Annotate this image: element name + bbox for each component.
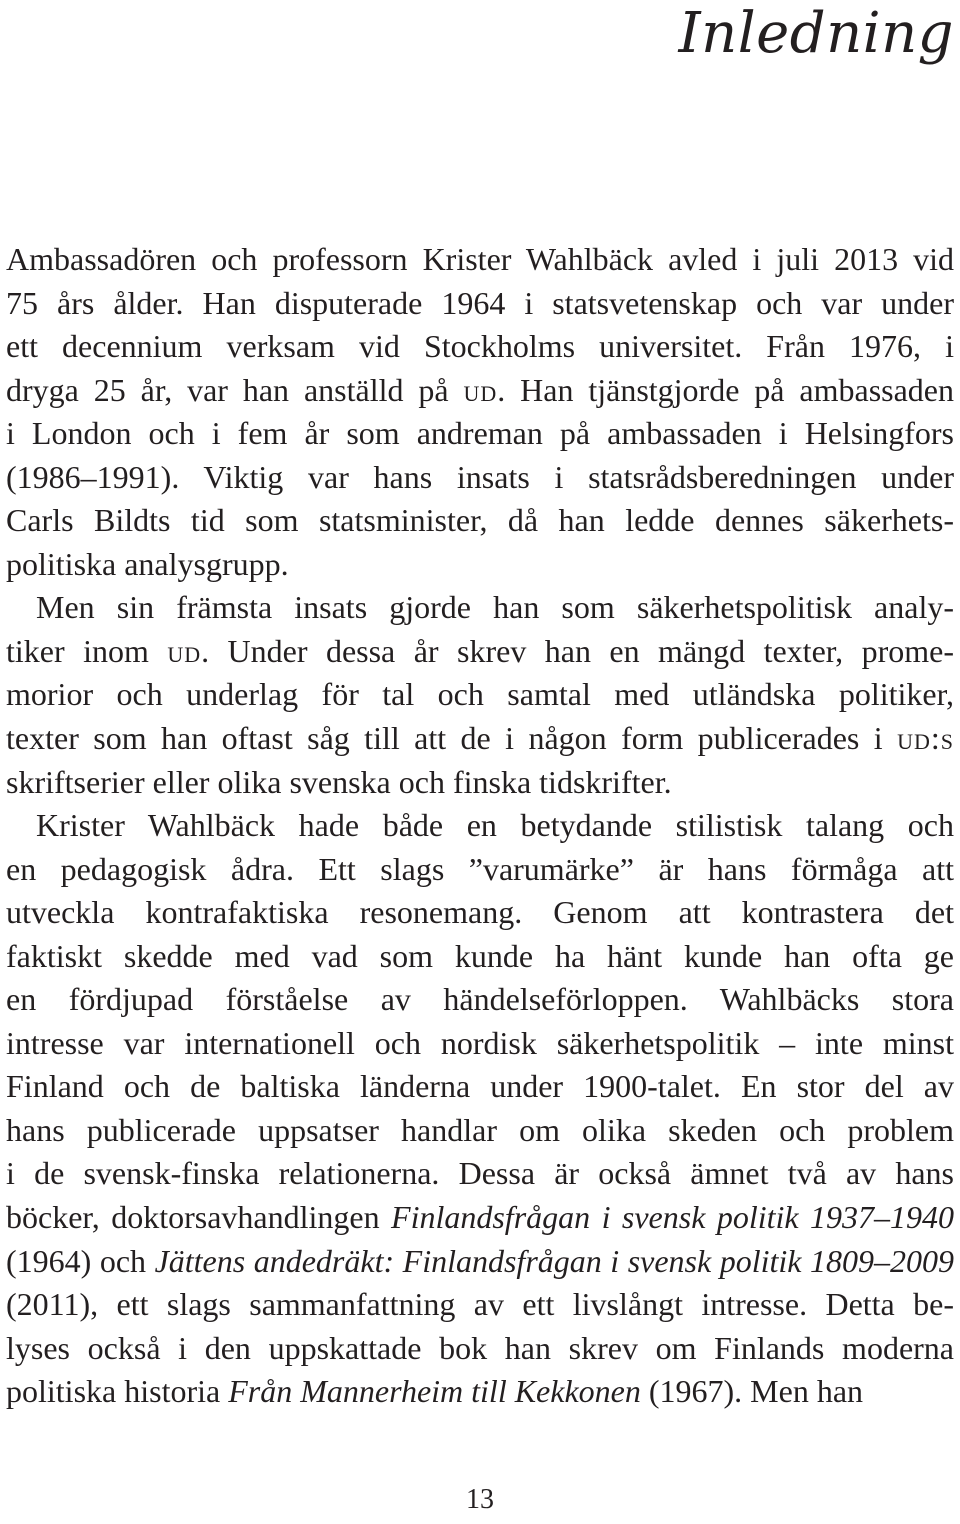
text-line: ett decennium verksam vid Stockholms universitet. Från 1976, i (6, 328, 954, 365)
text-line: en fördjupad förståelse av händelseförloppen. Wahlbäcks stora (6, 981, 954, 1018)
text-line: Finland och de baltiska länderna under 1900-talet. En stor del av (6, 1068, 954, 1105)
text-line: Men sin främsta insats gjorde han som säkerhetspolitisk analy- (36, 589, 954, 626)
text-line: hans publicerade uppsatser handlar om olika skeden och problem (6, 1111, 954, 1148)
text-line: morior och underlag för tal och samtal med utländska politiker, (6, 676, 954, 713)
text-line: politiska analysgrupp. (6, 545, 289, 582)
text-line: (1964) och Jättens andedräkt: Finlandsfrågan i svensk politik 1809–2009 (6, 1242, 955, 1279)
text-line: tiker inom ud. Under dessa år skrev han en mängd texter, prome- (6, 632, 955, 669)
text-line: böcker, doktorsavhandlingen Finlandsfrågan i svensk politik 1937–1940 (6, 1199, 954, 1236)
text-line: utveckla kontrafaktiska resonemang. Genom att kontrastera det (6, 894, 954, 931)
text-line: Carls Bildts tid som statsminister, då han ledde dennes säkerhets- (6, 502, 954, 539)
text-line: dryga 25 år, var han anställd på ud. Han tjänstgjorde på ambassaden (6, 371, 955, 408)
book-title: Finlandsfrågan i svensk politik 1937–1940 (391, 1199, 954, 1236)
abbreviation: ud (167, 632, 202, 669)
text-line: Krister Wahlbäck hade både en betydande stilistisk talang och (36, 807, 954, 844)
text-line: i de svensk-finska relationerna. Dessa är också ämnet två av hans (6, 1155, 954, 1192)
text-line: politiska historia Från Mannerheim till Kekkonen (1967). Men han (6, 1373, 864, 1410)
paragraph (6, 238, 954, 586)
page-number: 13 (466, 1484, 494, 1515)
abbreviation: ud:s (897, 720, 954, 757)
text-line: faktiskt skedde med vad som kunde ha hänt kunde han ofta ge (6, 937, 954, 974)
text-line: intresse var internationell och nordisk säkerhetspolitik – inte minst (6, 1024, 954, 1061)
text-line: lyses också i den uppskattade bok han skrev om Finlands moderna (6, 1329, 954, 1366)
text-line: skriftserier eller olika svenska och finska tidskrifter. (6, 763, 672, 800)
text-line: en pedagogisk ådra. Ett slags ”varumärke” är hans förmåga att (6, 850, 954, 887)
body-text (6, 238, 954, 1414)
page-title: Inledning (678, 1, 954, 66)
text-line: (1986–1991). Viktig var hans insats i statsrådsberedningen under (6, 458, 954, 495)
paragraph (6, 804, 954, 1414)
paragraph (6, 586, 954, 804)
text-line: i London och i fem år som andreman på ambassaden i Helsingfors (6, 415, 954, 452)
book-title: Jättens andedräkt: Finlandsfrågan i svensk politik 1809–2009 (154, 1242, 955, 1279)
text-line: 75 års ålder. Han disputerade 1964 i statsvetenskap och var under (6, 284, 954, 321)
abbreviation: ud (463, 371, 498, 408)
text-line: Ambassadören och professorn Krister Wahlbäck avled i juli 2013 vid (6, 241, 954, 277)
text-line: (2011), ett slags sammanfattning av ett livslångt intresse. Detta be- (6, 1286, 954, 1323)
book-title: Från Mannerheim till Kekkonen (228, 1373, 641, 1410)
text-line: texter som han oftast såg till att de i någon form publicerades i ud:s (6, 720, 954, 757)
